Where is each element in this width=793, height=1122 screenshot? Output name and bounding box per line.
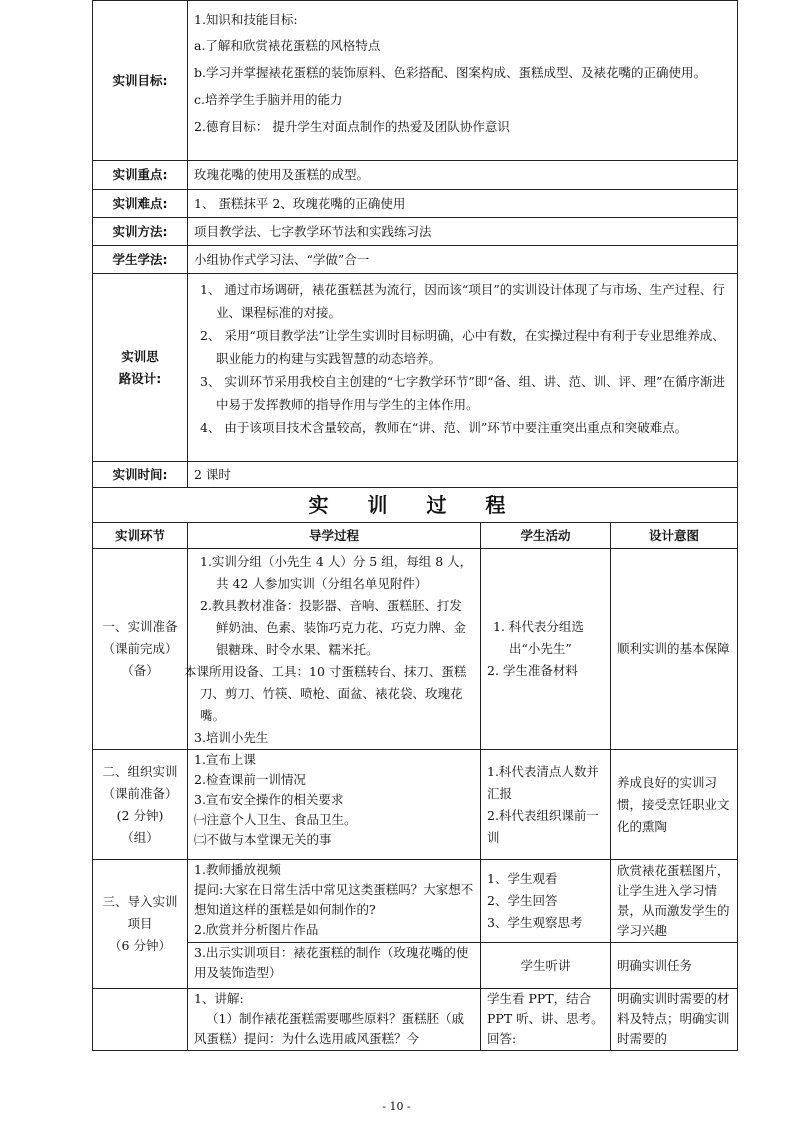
stage-name-line: (2 分钟) xyxy=(116,807,164,823)
design-label xyxy=(93,274,188,462)
goal-row xyxy=(93,1,738,161)
document-page xyxy=(92,0,738,1051)
guide-line: 1.教师播放视频 xyxy=(194,862,281,877)
method-row xyxy=(93,218,738,246)
study-label: 学生学法: xyxy=(93,246,188,274)
time-label: 实训时间: xyxy=(93,462,188,488)
goal-line: c.培养学生手脑并用的能力 xyxy=(194,92,343,107)
activity-line: 3、学生观察思考 xyxy=(487,915,583,930)
study-row xyxy=(93,246,738,274)
stage-name-line: 三、导入实训 xyxy=(102,894,178,909)
goal-line: a.了解和欣赏裱花蛋糕的风格特点 xyxy=(194,38,381,53)
time-text: 2 课时 xyxy=(188,462,738,488)
stage-name-line: （备） xyxy=(121,663,159,678)
design-row xyxy=(93,274,738,462)
difficulty-label: 实训难点: xyxy=(93,190,188,218)
design-line: 4、 由于该项目技术含量较高，教师在“讲、范、训”环节中要注重突出重点和突破难点。 xyxy=(200,420,688,435)
info-table xyxy=(92,0,738,488)
column-header: 设计意图 xyxy=(611,523,738,549)
goal-label: 实训目标: xyxy=(93,1,188,161)
page-number: - 10 - xyxy=(382,1100,411,1113)
stage-name-line: 二、组织实训 xyxy=(102,763,178,779)
column-header: 实训环节 xyxy=(93,523,188,549)
stage-name-line: 项目 xyxy=(127,916,153,931)
guide-line: 2.欣赏并分析图片作品 xyxy=(194,922,319,937)
activity-line: 1.科代表清点人数并汇报 xyxy=(487,763,599,801)
stage-guide: 3.出示实训项目：裱花蛋糕的制作（玫瑰花嘴的使用及装饰造型） xyxy=(188,943,481,989)
goal-content xyxy=(188,1,738,161)
column-header-row xyxy=(93,523,738,549)
method-label: 实训方法: xyxy=(93,218,188,246)
stage-row xyxy=(93,943,738,989)
stage-intent: 明确实训时需要的材料及特点；明确实训时需要的 xyxy=(611,989,738,1051)
guide-line: 2.检查课前一训情况 xyxy=(194,772,306,787)
difficulty-row xyxy=(93,190,738,218)
stage-name-line: （课前完成） xyxy=(102,641,178,656)
guide-line: ㈡不做与本堂课无关的事 xyxy=(194,832,332,847)
stage-row xyxy=(93,750,738,860)
stage-guide xyxy=(188,750,481,860)
study-text: 小组协作式学习法、“学做”合一 xyxy=(188,246,738,274)
guide-line: 3.宣布安全操作的相关要求 xyxy=(194,792,344,807)
column-header: 导学过程 xyxy=(188,523,481,549)
design-label-line-2: 路设计: xyxy=(118,370,162,386)
process-title: 实 训 过 程 xyxy=(93,488,738,523)
activity-line: 2、学生回答 xyxy=(487,893,558,908)
guide-line: 1.宣布上课 xyxy=(194,752,256,767)
design-line: 2、 采用“项目教学法”让学生实训时目标明确，心中有数，在实操过程中有利于专业思维养成、职业能力的构建与实践智慧的动态培养。 xyxy=(200,328,725,366)
design-line: 3、 实训环节采用我校自主创建的“七字教学环节”即“备、组、讲、范、训、评、理”在循序渐进中易于发挥教师的指导作用与学生的主体作用。 xyxy=(200,374,725,412)
stage-guide xyxy=(184,549,481,750)
stage-intent: 明确实训任务 xyxy=(611,943,738,989)
column-header: 学生活动 xyxy=(481,523,611,549)
process-title-row xyxy=(93,488,738,523)
stage-name-line: 一、实训准备 xyxy=(102,619,178,634)
guide-line: 1、讲解: xyxy=(194,991,244,1006)
stage-guide xyxy=(188,860,481,943)
guide-line: 本课所用设备、工具：10 寸蛋糕转台、抹刀、蛋糕刀、剪刀、竹筷、喷枪、面盆、裱花袋、玫瑰花嘴。 xyxy=(184,664,467,723)
stage-intent: 欣赏裱花蛋糕图片，让学生进入学习情景，从而激发学生的学习兴趣 xyxy=(611,860,738,943)
goal-line: 1.知识和技能目标: xyxy=(194,12,298,27)
stage-intent: 养成良好的实训习惯，接受烹饪职业文化的熏陶 xyxy=(611,750,738,860)
stage-row xyxy=(93,989,738,1051)
guide-line: 提问:大家在日常生活中常见这类蛋糕吗？大家想不想知道这样的蛋糕是如何制作的? xyxy=(194,882,474,917)
guide-line: 1.实训分组（小先生 4 人）分 5 组，每组 8 人，共 42 人参加实训（分组名单见附件） xyxy=(200,554,473,591)
stage-activity xyxy=(481,750,611,860)
stage-guide xyxy=(188,989,481,1051)
focus-label: 实训重点: xyxy=(93,161,188,190)
activity-line: 2. 学生准备材料 xyxy=(487,663,578,678)
stage-name-line: （6 分钟） xyxy=(109,938,171,953)
design-content xyxy=(188,274,738,462)
design-label-line-1: 实训思 xyxy=(121,348,159,364)
process-table xyxy=(92,487,738,1051)
time-row xyxy=(93,462,738,488)
guide-line: 3.培训小先生 xyxy=(194,730,269,745)
stage-name-line: （课前准备） xyxy=(102,785,178,801)
stage-row xyxy=(93,549,738,750)
activity-line: 1. 科代表分组选出“小先生” xyxy=(493,619,584,656)
activity-line: 1、学生观看 xyxy=(487,871,558,886)
focus-text: 玫瑰花嘴的使用及蛋糕的成型。 xyxy=(188,161,738,190)
focus-row xyxy=(93,161,738,190)
stage-activity xyxy=(481,860,611,943)
guide-line: ㈠注意个人卫生、食品卫生。 xyxy=(194,812,357,827)
stage-activity xyxy=(481,549,611,750)
stage-activity: 学生看 PPT，结合 PPT 听、讲、思考。回答: xyxy=(481,989,611,1051)
goal-line: 2.德育目标： 提升学生对面点制作的热爱及团队协作意识 xyxy=(194,119,510,134)
difficulty-text: 1、 蛋糕抹平 2、玫瑰花嘴的正确使用 xyxy=(188,190,738,218)
stage-name xyxy=(93,860,188,989)
stage-name-line: （组） xyxy=(121,829,159,845)
design-line: 1、 通过市场调研，裱花蛋糕甚为流行，因而该“项目”的实训设计体现了与市场、生产过程、行业、课程标准的对接。 xyxy=(200,282,725,320)
stage-name xyxy=(93,989,188,1051)
activity-line: 2.科代表组织课前一训 xyxy=(487,807,599,845)
stage-name xyxy=(93,549,188,750)
stage-row xyxy=(93,860,738,943)
guide-line: （1）制作裱花蛋糕需要哪些原料？蛋糕胚（戚风蛋糕）提问：为什么选用戚风蛋糕？今 xyxy=(194,1011,464,1046)
stage-activity: 学生听讲 xyxy=(481,943,611,989)
stage-name xyxy=(93,750,188,860)
goal-line: b.学习并掌握裱花蛋糕的装饰原料、色彩搭配、图案构成、蛋糕成型、及裱花嘴的正确使用。 xyxy=(194,65,706,80)
stage-intent: 顺利实训的基本保障 xyxy=(611,549,738,750)
guide-line: 2.教具教材准备：投影器、音响、蛋糕胚、打发鲜奶油、色素、装饰巧克力花、巧克力牌、金银糖珠、时令水果、糯米托。 xyxy=(200,598,467,657)
method-text: 项目教学法、七字教学环节法和实践练习法 xyxy=(188,218,738,246)
